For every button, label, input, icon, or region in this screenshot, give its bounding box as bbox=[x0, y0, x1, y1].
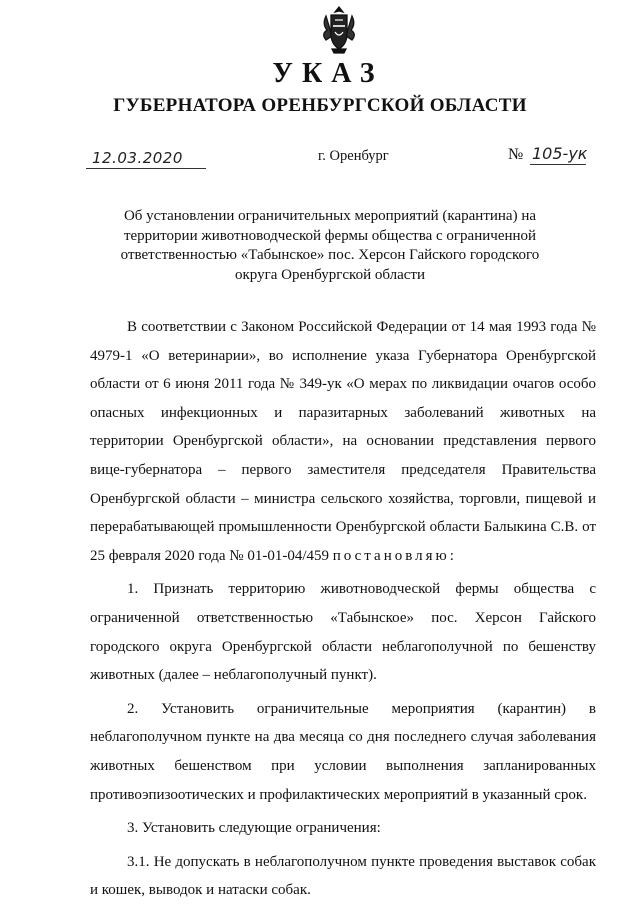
coat-of-arms-emblem bbox=[318, 4, 360, 56]
number-underline bbox=[530, 164, 586, 165]
document-title: УКАЗ bbox=[272, 58, 384, 89]
item-1: 1. Признать территорию животноводческой фермы общества с ограниченной ответственностью «Табынское» пос. Херсон Гайского городского округа Оренбургской области неблагополучной по бешенству животных (далее – неблагополучный пункт). bbox=[90, 581, 596, 684]
item-2: 2. Установить ограничительные мероприятия (карантин) в неблагополучном пункте на два месяца со дня последнего случая заболевания животных бешенством при условии выполнения запланированных противоэпизоотических и профилактических мероприятий в указанный срок. bbox=[90, 700, 596, 803]
item-3-1: 3.1. Не допускать в неблагополучном пункте проведения выставок собак и кошек, выводок и натаски собак. bbox=[90, 853, 596, 899]
document-body bbox=[90, 313, 596, 910]
item-3: 3. Установить следующие ограничения: bbox=[127, 820, 381, 837]
number-label: № bbox=[508, 146, 524, 163]
document-subtitle: ГУБЕРНАТОРА ОРЕНБУРГСКОЙ ОБЛАСТИ bbox=[113, 95, 527, 116]
document-number: 105-ук bbox=[532, 144, 588, 163]
document-heading: Об установлении ограничительных мероприятий (карантина) на территории животноводческой фермы общества с ограниченной ответственностью «Табынское» пос. Херсон Гайского городского округа Оренбургской области bbox=[120, 208, 540, 283]
decree-word: постановляю: bbox=[332, 547, 457, 564]
document-date: 12.03.2020 bbox=[92, 149, 183, 167]
date-underline bbox=[86, 168, 206, 169]
preamble-paragraph bbox=[90, 313, 596, 570]
preamble-text: В соответствии с Законом Российской Федерации от 14 мая 1993 года № 4979-1 «О ветеринарии», во исполнение указа Губернатора Оренбургской области от 6 июня 2011 года № 349-ук «О мерах по ликвидации очагов особо опасных инфекционных и паразитарных заболеваний животных на территории Оренбургской области», на основании представления первого вице-губернатора – первого заместителя председателя Правительства Оренбургской области – министра сельского хозяйства, торговли, пищевой и перерабатывающей промышленности Оренбургской области Балыкина С.В. от 25 февраля 2020 года № 01-01-04/459 bbox=[90, 319, 596, 564]
document-city: г. Оренбург bbox=[318, 148, 389, 164]
